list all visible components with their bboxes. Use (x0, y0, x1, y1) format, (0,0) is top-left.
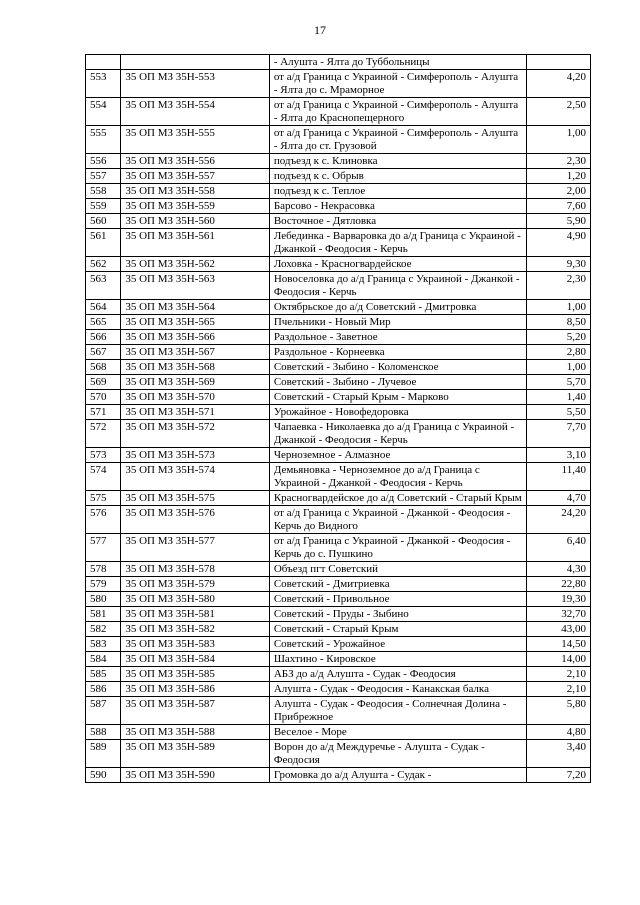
road-code-cell: 35 ОП МЗ 35Н-561 (121, 229, 269, 257)
road-name-cell: подъезд к с. Клиновка (269, 154, 527, 169)
road-length-cell: 2,10 (527, 667, 591, 682)
road-length-cell: 2,80 (527, 345, 591, 360)
road-code-cell: 35 ОП МЗ 35Н-575 (121, 491, 269, 506)
row-number-cell: 581 (86, 607, 121, 622)
road-length-cell: 1,40 (527, 390, 591, 405)
road-name-cell: Лоховка - Красногвардейское (269, 257, 527, 272)
table-row (86, 126, 591, 154)
table-row (86, 697, 591, 725)
road-code-cell: 35 ОП МЗ 35Н-564 (121, 300, 269, 315)
road-length-cell: 43,00 (527, 622, 591, 637)
road-name-cell: Советский - Привольное (269, 592, 527, 607)
road-code-cell: 35 ОП МЗ 35Н-555 (121, 126, 269, 154)
road-name-cell: Громовка до а/д Алушта - Судак - (269, 768, 527, 783)
road-code-cell: 35 ОП МЗ 35Н-565 (121, 315, 269, 330)
table-row (86, 667, 591, 682)
road-code-cell: 35 ОП МЗ 35Н-583 (121, 637, 269, 652)
row-number-cell: 585 (86, 667, 121, 682)
road-length-cell: 4,30 (527, 562, 591, 577)
road-length-cell: 3,10 (527, 448, 591, 463)
road-name-cell: Черноземное - Алмазное (269, 448, 527, 463)
road-code-cell: 35 ОП МЗ 35Н-562 (121, 257, 269, 272)
road-name-cell: Советский - Старый Крым - Марково (269, 390, 527, 405)
road-code-cell: 35 ОП МЗ 35Н-568 (121, 360, 269, 375)
table-body (86, 55, 591, 783)
road-code-cell: 35 ОП МЗ 35Н-557 (121, 169, 269, 184)
road-name-cell: от а/д Граница с Украиной - Симферополь - Алушта - Ялта до ст. Грузовой (269, 126, 527, 154)
table-row (86, 199, 591, 214)
table-row (86, 70, 591, 98)
row-number-cell: 584 (86, 652, 121, 667)
table-row (86, 652, 591, 667)
road-name-cell: Алушта - Судак - Феодосия - Канакская балка (269, 682, 527, 697)
road-code-cell: 35 ОП МЗ 35Н-581 (121, 607, 269, 622)
road-code-cell: 35 ОП МЗ 35Н-558 (121, 184, 269, 199)
row-number-cell: 589 (86, 740, 121, 768)
road-name-cell: - Алушта - Ялта до Туббольницы (269, 55, 527, 70)
row-number-cell: 560 (86, 214, 121, 229)
road-code-cell: 35 ОП МЗ 35Н-553 (121, 70, 269, 98)
road-length-cell: 3,40 (527, 740, 591, 768)
table-row (86, 390, 591, 405)
road-length-cell: 14,50 (527, 637, 591, 652)
row-number-cell: 567 (86, 345, 121, 360)
table-row (86, 330, 591, 345)
road-name-cell: Чапаевка - Николаевка до а/д Граница с Украиной - Джанкой - Феодосия - Керчь (269, 420, 527, 448)
road-name-cell: от а/д Граница с Украиной - Симферополь - Алушта - Ялта до с. Мраморное (269, 70, 527, 98)
road-length-cell (527, 55, 591, 70)
row-number-cell: 570 (86, 390, 121, 405)
row-number-cell: 575 (86, 491, 121, 506)
road-length-cell: 22,80 (527, 577, 591, 592)
road-code-cell: 35 ОП МЗ 35Н-554 (121, 98, 269, 126)
road-code-cell: 35 ОП МЗ 35Н-556 (121, 154, 269, 169)
table-row (86, 740, 591, 768)
row-number-cell: 565 (86, 315, 121, 330)
row-number-cell: 568 (86, 360, 121, 375)
table-row (86, 375, 591, 390)
road-length-cell: 2,00 (527, 184, 591, 199)
road-code-cell: 35 ОП МЗ 35Н-563 (121, 272, 269, 300)
road-length-cell: 2,30 (527, 272, 591, 300)
road-length-cell: 1,00 (527, 300, 591, 315)
road-name-cell: Новоселовка до а/д Граница с Украиной - Джанкой - Феодосия - Керчь (269, 272, 527, 300)
row-number-cell: 576 (86, 506, 121, 534)
road-code-cell: 35 ОП МЗ 35Н-578 (121, 562, 269, 577)
road-length-cell: 9,30 (527, 257, 591, 272)
table-row (86, 214, 591, 229)
table-row (86, 622, 591, 637)
table-row (86, 577, 591, 592)
road-code-cell: 35 ОП МЗ 35Н-571 (121, 405, 269, 420)
road-length-cell: 11,40 (527, 463, 591, 491)
row-number-cell: 569 (86, 375, 121, 390)
road-length-cell: 5,80 (527, 697, 591, 725)
road-code-cell: 35 ОП МЗ 35Н-579 (121, 577, 269, 592)
road-name-cell: Лебединка - Варваровка до а/д Граница с Украиной - Джанкой - Феодосия - Керчь (269, 229, 527, 257)
row-number-cell: 555 (86, 126, 121, 154)
roads-table (85, 54, 591, 783)
table-row (86, 98, 591, 126)
row-number-cell: 590 (86, 768, 121, 783)
table-row (86, 534, 591, 562)
road-name-cell: Советский - Урожайное (269, 637, 527, 652)
road-name-cell: Советский - Старый Крым (269, 622, 527, 637)
road-code-cell: 35 ОП МЗ 35Н-560 (121, 214, 269, 229)
road-code-cell: 35 ОП МЗ 35Н-574 (121, 463, 269, 491)
table-row (86, 607, 591, 622)
table-row (86, 682, 591, 697)
row-number-cell: 561 (86, 229, 121, 257)
road-name-cell: Барсово - Некрасовка (269, 199, 527, 214)
road-length-cell: 5,20 (527, 330, 591, 345)
road-code-cell: 35 ОП МЗ 35Н-570 (121, 390, 269, 405)
road-code-cell: 35 ОП МЗ 35Н-576 (121, 506, 269, 534)
row-number-cell: 578 (86, 562, 121, 577)
table-row (86, 491, 591, 506)
road-length-cell: 14,00 (527, 652, 591, 667)
table-row (86, 637, 591, 652)
road-name-cell: подъезд к с. Теплое (269, 184, 527, 199)
road-name-cell: Раздольное - Корнеевка (269, 345, 527, 360)
road-name-cell: Демьяновка - Черноземное до а/д Граница с Украиной - Джанкой - Феодосия - Керчь (269, 463, 527, 491)
road-code-cell: 35 ОП МЗ 35Н-589 (121, 740, 269, 768)
table-row (86, 506, 591, 534)
row-number-cell: 554 (86, 98, 121, 126)
table-row (86, 229, 591, 257)
road-name-cell: Веселое - Море (269, 725, 527, 740)
road-code-cell: 35 ОП МЗ 35Н-572 (121, 420, 269, 448)
road-code-cell: 35 ОП МЗ 35Н-580 (121, 592, 269, 607)
table-row (86, 725, 591, 740)
page-number: 17 (314, 23, 326, 37)
road-code-cell: 35 ОП МЗ 35Н-585 (121, 667, 269, 682)
road-name-cell: от а/д Граница с Украиной - Симферополь - Алушта - Ялта до Краснопещерного (269, 98, 527, 126)
row-number-cell: 553 (86, 70, 121, 98)
road-name-cell: АБЗ до а/д Алушта - Судак - Феодосия (269, 667, 527, 682)
road-name-cell: Ворон до а/д Междуречье - Алушта - Судак - Феодосия (269, 740, 527, 768)
road-length-cell: 8,50 (527, 315, 591, 330)
road-length-cell: 7,70 (527, 420, 591, 448)
table-row (86, 592, 591, 607)
road-code-cell: 35 ОП МЗ 35Н-577 (121, 534, 269, 562)
road-name-cell: от а/д Граница с Украиной - Джанкой - Феодосия - Керчь до Видного (269, 506, 527, 534)
row-number-cell: 583 (86, 637, 121, 652)
row-number-cell (86, 55, 121, 70)
row-number-cell: 558 (86, 184, 121, 199)
road-name-cell: Пчельники - Новый Мир (269, 315, 527, 330)
row-number-cell: 563 (86, 272, 121, 300)
road-length-cell: 4,80 (527, 725, 591, 740)
table-row (86, 360, 591, 375)
road-code-cell: 35 ОП МЗ 35Н-566 (121, 330, 269, 345)
road-code-cell: 35 ОП МЗ 35Н-559 (121, 199, 269, 214)
row-number-cell: 566 (86, 330, 121, 345)
table-row (86, 768, 591, 783)
road-length-cell: 7,20 (527, 768, 591, 783)
road-length-cell: 24,20 (527, 506, 591, 534)
road-length-cell: 32,70 (527, 607, 591, 622)
road-name-cell: Советский - Дмитриевка (269, 577, 527, 592)
table-row (86, 405, 591, 420)
road-length-cell: 1,00 (527, 360, 591, 375)
road-length-cell: 4,90 (527, 229, 591, 257)
road-code-cell: 35 ОП МЗ 35Н-586 (121, 682, 269, 697)
road-name-cell: Объезд пгт Советский (269, 562, 527, 577)
road-name-cell: Алушта - Судак - Феодосия - Солнечная Долина - Прибрежное (269, 697, 527, 725)
road-name-cell: Шахтино - Кировское (269, 652, 527, 667)
row-number-cell: 559 (86, 199, 121, 214)
road-name-cell: Советский - Пруды - Зыбино (269, 607, 527, 622)
road-code-cell: 35 ОП МЗ 35Н-584 (121, 652, 269, 667)
road-name-cell: Советский - Зыбино - Коломенское (269, 360, 527, 375)
row-number-cell: 562 (86, 257, 121, 272)
row-number-cell: 577 (86, 534, 121, 562)
row-number-cell: 587 (86, 697, 121, 725)
road-code-cell: 35 ОП МЗ 35Н-569 (121, 375, 269, 390)
road-code-cell: 35 ОП МЗ 35Н-587 (121, 697, 269, 725)
row-number-cell: 582 (86, 622, 121, 637)
road-length-cell: 1,00 (527, 126, 591, 154)
road-length-cell: 5,50 (527, 405, 591, 420)
road-name-cell: Урожайное - Новофедоровка (269, 405, 527, 420)
road-name-cell: Красногвардейское до а/д Советский - Старый Крым (269, 491, 527, 506)
table-row (86, 420, 591, 448)
row-number-cell: 573 (86, 448, 121, 463)
road-length-cell: 5,70 (527, 375, 591, 390)
row-number-cell: 579 (86, 577, 121, 592)
road-code-cell: 35 ОП МЗ 35Н-590 (121, 768, 269, 783)
road-length-cell: 7,60 (527, 199, 591, 214)
road-length-cell: 2,10 (527, 682, 591, 697)
road-name-cell: Советский - Зыбино - Лучевое (269, 375, 527, 390)
table-row (86, 315, 591, 330)
table-row (86, 562, 591, 577)
row-number-cell: 557 (86, 169, 121, 184)
row-number-cell: 571 (86, 405, 121, 420)
road-name-cell: Октябрьское до а/д Советский - Дмитровка (269, 300, 527, 315)
table-row (86, 463, 591, 491)
table-row (86, 184, 591, 199)
table-row (86, 448, 591, 463)
table-row (86, 345, 591, 360)
road-code-cell: 35 ОП МЗ 35Н-573 (121, 448, 269, 463)
road-length-cell: 2,50 (527, 98, 591, 126)
table-row (86, 300, 591, 315)
row-number-cell: 556 (86, 154, 121, 169)
road-name-cell: Раздольное - Заветное (269, 330, 527, 345)
road-length-cell: 19,30 (527, 592, 591, 607)
road-code-cell (121, 55, 269, 70)
table-row (86, 257, 591, 272)
table-row (86, 169, 591, 184)
row-number-cell: 588 (86, 725, 121, 740)
road-code-cell: 35 ОП МЗ 35Н-588 (121, 725, 269, 740)
road-length-cell: 6,40 (527, 534, 591, 562)
road-length-cell: 1,20 (527, 169, 591, 184)
road-name-cell: подъезд к с. Обрыв (269, 169, 527, 184)
row-number-cell: 572 (86, 420, 121, 448)
road-code-cell: 35 ОП МЗ 35Н-567 (121, 345, 269, 360)
table-row (86, 272, 591, 300)
road-name-cell: от а/д Граница с Украиной - Джанкой - Феодосия - Керчь до с. Пушкино (269, 534, 527, 562)
row-number-cell: 586 (86, 682, 121, 697)
road-length-cell: 5,90 (527, 214, 591, 229)
road-length-cell: 4,70 (527, 491, 591, 506)
road-length-cell: 2,30 (527, 154, 591, 169)
table-row (86, 55, 591, 70)
road-code-cell: 35 ОП МЗ 35Н-582 (121, 622, 269, 637)
row-number-cell: 564 (86, 300, 121, 315)
table-row (86, 154, 591, 169)
row-number-cell: 580 (86, 592, 121, 607)
road-name-cell: Восточное - Дятловка (269, 214, 527, 229)
road-length-cell: 4,20 (527, 70, 591, 98)
row-number-cell: 574 (86, 463, 121, 491)
